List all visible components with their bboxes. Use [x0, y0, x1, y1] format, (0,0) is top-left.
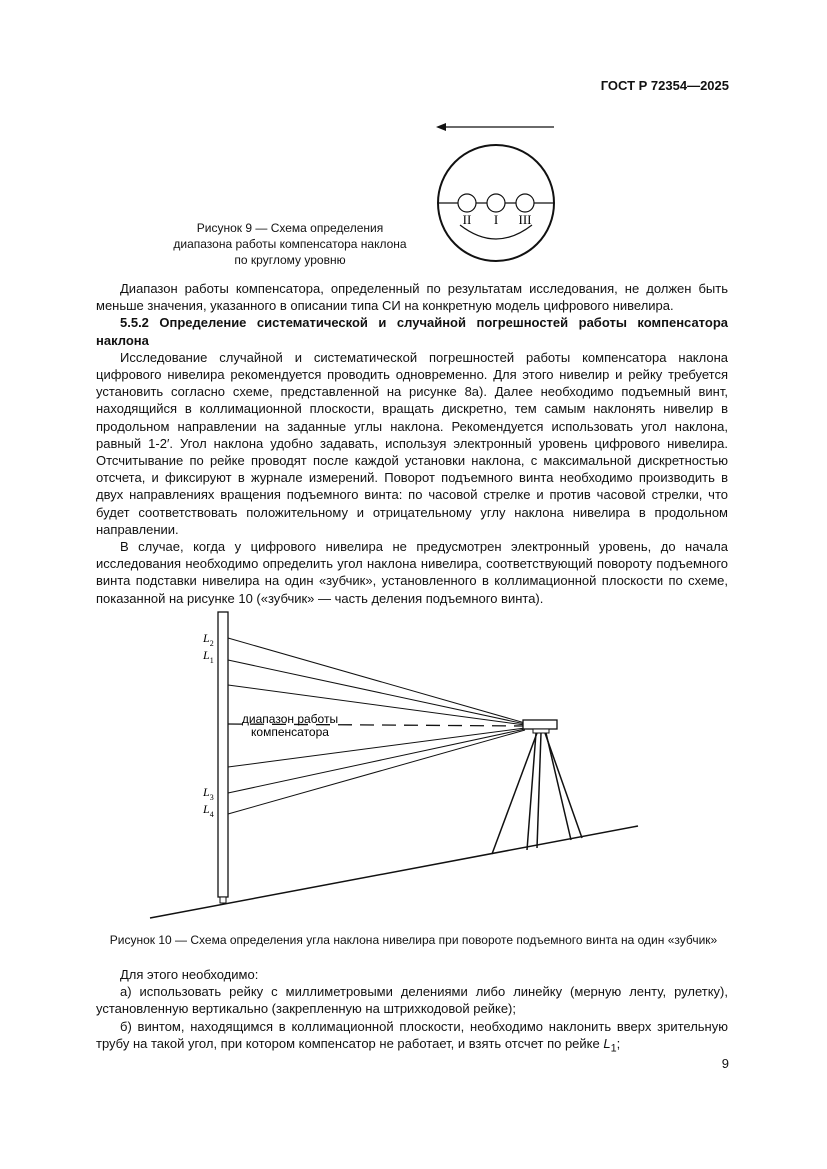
label-I: I — [493, 212, 499, 227]
arrow-head-icon — [436, 123, 446, 131]
list-item-b: б) винтом, находящимся в коллимационной плоскости, необходимо наклонить вверх зрительную трубу на такой угол, при котором компенсатор не работает, и взять отсчет по рейке $L_1$; — [96, 1018, 728, 1055]
label-L1: $L_1$ — [203, 648, 214, 665]
page-number: 9 — [721, 1056, 729, 1071]
body-text-top — [96, 280, 728, 607]
bubble-left — [458, 194, 476, 212]
tripod — [492, 733, 582, 854]
paragraph-study: Исследование случайной и систематической погрешностей работы компенсатора наклона цифрового нивелира рекомендуется проводить одновременно. Для этого нивелир и рейку требуется установить согласно схеме, представленной на рисунке 8а). Далее необходимо подъемный винт, находящийся в коллимационной плоскости, вращать дискретно, тем самым наклонять нивелир в продольном направлении на заданные углы наклона. Рекомендуется использовать угол наклона, равный 1-2′. Угол наклона удобно задавать, используя электронный уровень цифрового нивелира. Отсчитывание по рейке проводят после каждой установки наклона, с максимальной дискретностью отсчета, и фиксируют в журнале измерений. Поворот подъемного винта необходимо производить в двух направлениях вращения подъемного винта: по часовой стрелке и против часовой стрелки, что будет соответствовать положительному и отрицательному углу наклона нивелира в продольном направлении. — [96, 349, 728, 537]
range-label-line1: диапазон работы — [241, 712, 339, 726]
label-L3: $L_3$ — [203, 785, 214, 802]
label-L4: $L_4$ — [203, 802, 214, 819]
range-label-line2: компенсатора — [251, 725, 329, 739]
body-text-bottom — [96, 966, 728, 1058]
staff-foot — [220, 897, 226, 903]
label-II: II — [462, 212, 472, 227]
list-item-a: а) использовать рейку с миллиметровыми делениями либо линейку (мерную ленту, рулетку), установленную вертикально (закрепленную на штрихкодовой рейке); — [96, 984, 728, 1017]
paragraph-no-level: В случае, когда у цифрового нивелира не предусмотрен электронный уровень, до начала исследования необходимо определить угол наклона нивелира, соответствующий повороту подъемного винта подставки нивелира на один «зубчик», установленного в коллимационной плоскости по схеме, показанной на рисунке 10 («зубчик» — часть деления подъемного винта). — [96, 539, 728, 606]
figure-9-diagram — [420, 115, 570, 265]
figure-10-caption: Рисунок 10 — Схема определения угла наклона нивелира при повороте подъемного винта на один «зубчик» — [109, 933, 718, 947]
figure-10-diagram — [140, 610, 650, 925]
label-L2: $L_2$ — [203, 631, 214, 648]
label-III: III — [518, 212, 532, 227]
figure-9-caption: Рисунок 9 — Схема определения диапазона работы компенсатора наклона по круглому уровню — [173, 221, 407, 267]
bubble-right — [516, 194, 534, 212]
level-instrument — [523, 720, 557, 729]
leveling-staff — [218, 612, 228, 897]
bubble-center — [487, 194, 505, 212]
instrument-base — [533, 729, 549, 733]
section-heading: 5.5.2 Определение систематической и случайной погрешностей работы компенсатора наклона — [96, 315, 728, 348]
arc-line — [460, 225, 532, 239]
list-intro: Для этого необходимо: — [120, 967, 259, 982]
document-id: ГОСТ Р 72354—2025 — [600, 78, 729, 93]
paragraph-range-result: Диапазон работы компенсатора, определенный по результатам исследования, не должен быть меньше значения, указанного в описании типа СИ на конкретную модель цифрового нивелира. — [96, 281, 728, 314]
reading-symbol: L — [603, 1035, 611, 1051]
